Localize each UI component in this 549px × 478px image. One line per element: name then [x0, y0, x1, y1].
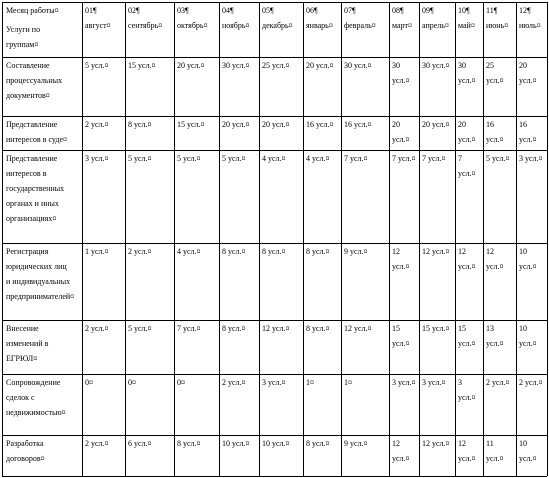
- month-name: ноябрь¤: [222, 21, 250, 30]
- table-cell: 30 усл.¤: [392, 61, 410, 85]
- table-cell: 3 усл.¤: [422, 378, 446, 387]
- table-cell: 8 усл.¤: [128, 120, 152, 129]
- table-cell: 4 усл.¤: [262, 154, 286, 163]
- table-cell: 12 усл.¤: [422, 247, 450, 256]
- table-cell: 8 усл.¤: [222, 324, 246, 333]
- table-cell: 2 усл.¤: [85, 120, 109, 129]
- month-name: июнь¤: [486, 21, 509, 30]
- table-cell: 10 усл.¤: [519, 324, 537, 348]
- table-cell: 13 усл.¤: [486, 324, 504, 348]
- corner-header-services: Услуги по группам¤: [6, 25, 41, 49]
- table-cell: 1 усл.¤: [85, 247, 109, 256]
- table-cell: 10 усл.¤: [222, 439, 250, 448]
- table-cell: 16 усл.¤: [344, 120, 372, 129]
- month-number: 01¶: [85, 6, 97, 15]
- month-number: 09¶: [422, 6, 434, 15]
- service-name: Представление интересов в суде¤: [6, 120, 68, 144]
- month-name: январь¤: [306, 21, 333, 30]
- month-number: 12¶: [519, 6, 531, 15]
- table-cell: 3 усл.¤: [262, 378, 286, 387]
- table-cell: 4 усл.¤: [177, 247, 201, 256]
- table-cell: 5 усл.¤: [128, 324, 152, 333]
- table-cell: 20 усл.¤: [262, 120, 290, 129]
- table-cell: 2 усл.¤: [486, 378, 510, 387]
- table-cell: 16 усл.¤: [519, 120, 537, 144]
- table-cell: 3 усл.¤: [519, 154, 543, 163]
- table-cell: 5 усл.¤: [177, 154, 201, 163]
- table-cell: 8 усл.¤: [177, 439, 201, 448]
- table-cell: 30 усл.¤: [344, 61, 372, 70]
- table-cell: 16 усл.¤: [306, 120, 334, 129]
- table-cell: 20 усл.¤: [458, 120, 476, 144]
- table-cell: 10 усл.¤: [519, 439, 537, 463]
- service-name: Регистрация юридических лиц и индивидуальных предпринимателей¤: [6, 247, 75, 301]
- table-cell: 3 усл.¤: [85, 154, 109, 163]
- table-cell: 20 усл.¤: [392, 120, 410, 144]
- table-cell: 5 усл.¤: [486, 154, 510, 163]
- month-number: 02¶: [128, 6, 140, 15]
- month-name: сентябрь¤: [128, 21, 163, 30]
- table-cell: 7 усл.¤: [392, 154, 416, 163]
- table-cell: 8 усл.¤: [262, 247, 286, 256]
- table-cell: 8 усл.¤: [306, 439, 330, 448]
- month-number: 07¶: [344, 6, 356, 15]
- table-cell: 9 усл.¤: [344, 247, 368, 256]
- table-cell: 12 усл.¤: [458, 247, 476, 271]
- month-number: 11¶: [486, 6, 498, 15]
- month-name: июль¤: [519, 21, 541, 30]
- table-cell: 5 усл.¤: [85, 61, 109, 70]
- table-cell: 12 усл.¤: [458, 439, 476, 463]
- table-cell: 12 усл.¤: [422, 439, 450, 448]
- table-cell: 7 усл.¤: [458, 154, 476, 178]
- table-cell: 5 усл.¤: [222, 154, 246, 163]
- table-cell: 20 усл.¤: [519, 61, 537, 85]
- service-name: Внесение изменений в ЕГРЮЛ¤: [6, 324, 49, 363]
- table-cell: 2 усл.¤: [519, 378, 543, 387]
- table-cell: 15 усл.¤: [422, 324, 450, 333]
- table-cell: 20 усл.¤: [222, 120, 250, 129]
- month-name: октябрь¤: [177, 21, 208, 30]
- table-cell: 0¤: [128, 378, 136, 387]
- month-number: 08¶: [392, 6, 404, 15]
- table-cell: 15 усл.¤: [177, 120, 205, 129]
- month-name: август¤: [85, 21, 111, 30]
- table-cell: 2 усл.¤: [85, 439, 109, 448]
- corner-header-month: Месяц работы¤: [6, 6, 59, 15]
- table-cell: 16 усл.¤: [486, 120, 504, 144]
- table-cell: 8 усл.¤: [306, 247, 330, 256]
- table-cell: 12 усл.¤: [392, 439, 410, 463]
- service-name: Представление интересов в государственных органах и иных организациях¤: [6, 154, 65, 223]
- table-cell: 3 усл.¤: [392, 378, 416, 387]
- month-number: 06¶: [306, 6, 318, 15]
- table-cell: 9 усл.¤: [344, 439, 368, 448]
- table-cell: 10 усл.¤: [262, 439, 290, 448]
- service-name: Сопровождение сделок с недвижимостью¤: [6, 378, 66, 417]
- table-cell: 2 усл.¤: [128, 247, 152, 256]
- table-cell: 12 усл.¤: [486, 247, 504, 271]
- table-cell: 6 усл.¤: [128, 439, 152, 448]
- table-cell: 1¤: [344, 378, 352, 387]
- month-number: 10¶: [458, 6, 470, 15]
- table-cell: 25 усл.¤: [486, 61, 504, 85]
- table-cell: 4 усл.¤: [306, 154, 330, 163]
- table-cell: 20 усл.¤: [422, 120, 450, 129]
- table-cell: 11 усл.¤: [486, 439, 504, 463]
- month-name: декабрь¤: [262, 21, 293, 30]
- table-cell: 0¤: [85, 378, 93, 387]
- table-cell: 20 усл.¤: [306, 61, 334, 70]
- service-name: Составление процессуальных документов¤: [6, 61, 63, 100]
- service-name: Разработка договоров¤: [6, 439, 45, 463]
- month-name: февраль¤: [344, 21, 376, 30]
- table-cell: 30 усл.¤: [422, 61, 450, 70]
- table-cell: 15 усл.¤: [392, 324, 410, 348]
- table-cell: 5 усл.¤: [128, 154, 152, 163]
- table-cell: 2 усл.¤: [85, 324, 109, 333]
- table-cell: 8 усл.¤: [222, 247, 246, 256]
- table-cell: 7 усл.¤: [177, 324, 201, 333]
- month-name: апрель¤: [422, 21, 449, 30]
- table-cell: 20 усл.¤: [177, 61, 205, 70]
- month-name: март¤: [392, 21, 412, 30]
- table-cell: 7 усл.¤: [422, 154, 446, 163]
- table-cell: 12 усл.¤: [392, 247, 410, 271]
- month-number: 03¶: [177, 6, 189, 15]
- table-cell: 25 усл.¤: [262, 61, 290, 70]
- month-number: 04¶: [222, 6, 234, 15]
- table-cell: 3 усл.¤: [458, 378, 476, 402]
- table-cell: 1¤: [306, 378, 314, 387]
- table-cell: 2 усл.¤: [222, 378, 246, 387]
- table-cell: 0¤: [177, 378, 185, 387]
- table-cell: 8 усл.¤: [306, 324, 330, 333]
- month-name: май¤: [458, 21, 475, 30]
- table-cell: 10 усл.¤: [519, 247, 537, 271]
- table-cell: 12 усл.¤: [262, 324, 290, 333]
- table-cell: 12 усл.¤: [344, 324, 372, 333]
- month-number: 05¶: [262, 6, 274, 15]
- table-cell: 7 усл.¤: [344, 154, 368, 163]
- table-cell: 30 усл.¤: [222, 61, 250, 70]
- table-cell: 30 усл.¤: [458, 61, 476, 85]
- table-cell: 15 усл.¤: [458, 324, 476, 348]
- table-cell: 15 усл.¤: [128, 61, 156, 70]
